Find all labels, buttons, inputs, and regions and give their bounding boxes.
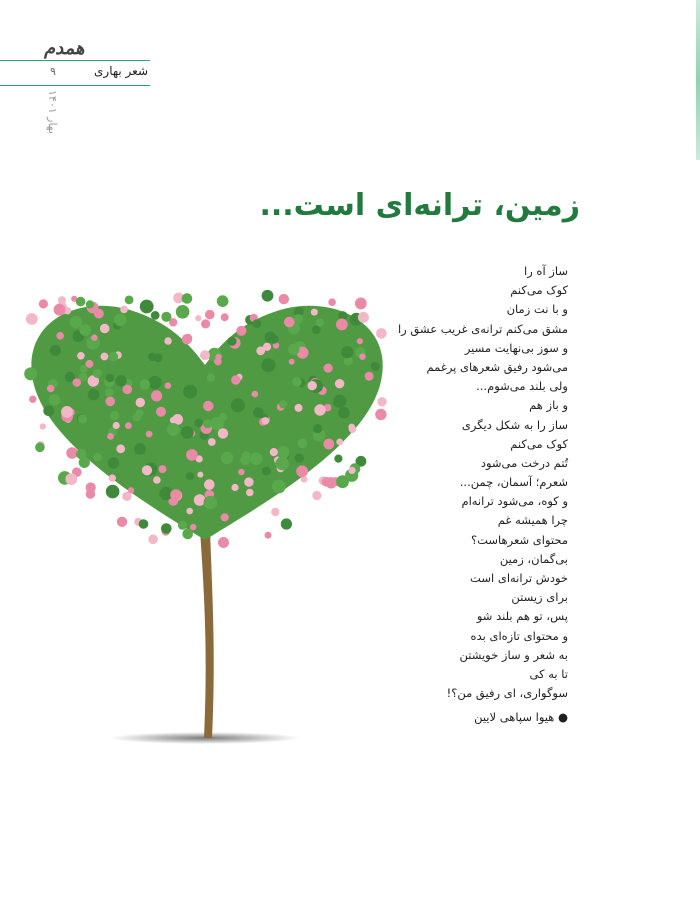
leaf-cluster (183, 385, 197, 399)
blossom (214, 358, 222, 366)
leaf-cluster (105, 388, 114, 397)
blossom (336, 319, 348, 331)
blossom (221, 313, 229, 321)
blossom (252, 391, 259, 398)
leaf-cluster (93, 369, 102, 378)
poem-line: پس، تو هم بلند شو (476, 609, 568, 624)
blossom (322, 477, 332, 487)
blossom (328, 298, 336, 306)
blossom (238, 469, 244, 475)
blossom (117, 517, 127, 527)
leaf-cluster (140, 379, 150, 389)
blossom (101, 353, 109, 361)
leaf-cluster (341, 346, 353, 358)
leaf-cluster (207, 373, 215, 381)
leaf-cluster (186, 472, 194, 480)
leaf-cluster (250, 452, 263, 465)
blossom (357, 338, 363, 344)
leaf-cluster (194, 419, 203, 428)
blossom (324, 364, 333, 373)
blossom (170, 489, 181, 500)
leaf-cluster (49, 394, 60, 405)
leaf-cluster (80, 324, 92, 336)
blossom (376, 328, 387, 339)
blossom (125, 422, 132, 429)
edge-color-strip (696, 0, 700, 160)
leaf-cluster (294, 314, 304, 324)
blossom (107, 433, 114, 440)
leaf-cluster (262, 358, 276, 372)
leaf-cluster (88, 389, 100, 401)
leaf-cluster (336, 475, 349, 488)
poem-line: مشق می‌کنم ترانه‌ی غریب عشق را (397, 321, 568, 336)
leaf-cluster (167, 423, 180, 436)
blossom (204, 479, 215, 490)
poem-line: می‌شود رفیق شعرهای پرغمم (426, 359, 568, 374)
blossom (113, 422, 120, 429)
leaf-cluster (288, 344, 299, 355)
blossom (295, 404, 303, 412)
leaf-cluster (270, 335, 279, 344)
blossom (26, 313, 38, 325)
poem-line: و محتوای تازه‌ای بده (470, 628, 568, 643)
header-rule-top (0, 60, 150, 61)
leaf-cluster (221, 452, 234, 465)
leaf-cluster (262, 467, 271, 476)
leaf-cluster (371, 362, 380, 371)
poem-line: ساز آه را (524, 264, 568, 278)
blossom (323, 439, 334, 450)
blossom (156, 407, 166, 417)
blossom (377, 397, 386, 406)
leaf-cluster (106, 485, 120, 499)
leaf-cluster (203, 419, 212, 428)
blossom (197, 472, 203, 478)
blossom (236, 326, 246, 336)
blossom (203, 401, 213, 411)
poem-line: و باز هم (529, 398, 568, 413)
blossom (256, 346, 265, 355)
blossom (200, 350, 210, 360)
blossom (47, 385, 55, 393)
blossom (349, 425, 357, 433)
leaf-cluster (292, 377, 302, 387)
blossom (270, 448, 278, 456)
leaf-cluster (277, 446, 290, 459)
poem-line: تُتم درخت می‌شود (480, 455, 568, 470)
blossom (109, 474, 116, 481)
leaf-cluster (231, 398, 245, 412)
blossom (39, 299, 48, 308)
leaf-cluster (295, 454, 304, 463)
blossom (355, 298, 367, 310)
blossom (262, 417, 269, 424)
blossom (195, 315, 201, 321)
blossom (91, 334, 97, 340)
leaf-cluster (182, 293, 193, 304)
leaf-cluster (43, 405, 54, 416)
blossom (231, 484, 238, 491)
blossom (170, 417, 177, 424)
leaf-cluster (148, 376, 162, 390)
leaf-cluster (272, 480, 286, 494)
blossom (312, 491, 321, 500)
leaf-cluster (227, 337, 236, 346)
poem-line: محتوای شعرهاست؟ (471, 532, 568, 547)
blossom (265, 532, 272, 539)
leaf-cluster (134, 443, 146, 455)
tree-trunk (200, 530, 214, 738)
leaf-cluster (334, 455, 342, 463)
blossom (358, 312, 369, 323)
leaf-cluster (298, 439, 308, 449)
blossom (94, 309, 104, 319)
blossom (359, 353, 366, 360)
blossom (86, 482, 96, 492)
leaf-cluster (253, 407, 264, 418)
leaf-cluster (50, 345, 61, 356)
leaf-cluster (181, 426, 194, 439)
leaf-cluster (252, 319, 261, 328)
blossom (54, 304, 66, 316)
leaf-cluster (312, 326, 321, 335)
leaf-cluster (140, 300, 154, 314)
blossom (348, 467, 355, 474)
poem-line: کوک می‌کنم (510, 436, 568, 451)
blossom (142, 465, 152, 475)
poem-line: برای زیستن (511, 590, 568, 605)
section-title: شعر بهاری (94, 64, 148, 78)
blossom (190, 524, 196, 530)
blossom (296, 465, 308, 477)
blossom (153, 476, 161, 484)
heart-tree-illustration (20, 290, 400, 760)
blossom (186, 449, 198, 461)
blossom (218, 537, 229, 548)
blossom (335, 379, 344, 388)
leaf-cluster (106, 374, 115, 383)
leaf-cluster (109, 352, 119, 362)
blossom (205, 310, 215, 320)
blossom (375, 409, 386, 420)
blossom (116, 444, 125, 453)
blossom (65, 473, 77, 485)
poem-line: چرا همیشه غم (497, 513, 568, 528)
leaf-cluster (114, 314, 127, 327)
poem-line: و سوز بی‌نهایت مسیر (464, 340, 568, 355)
leaf-cluster (108, 457, 119, 468)
blossom (56, 332, 64, 340)
blossom (164, 337, 171, 344)
leaf-cluster (161, 312, 171, 322)
leaf-cluster (76, 297, 86, 307)
blossom (182, 334, 192, 344)
blossom (151, 390, 162, 401)
blossom (208, 438, 216, 446)
poem-line: ساز را به شکل دیگری (461, 417, 568, 432)
poem-line: سوگواری، ای رفیق من؟! (446, 686, 568, 701)
blossom (100, 324, 110, 334)
blossom (136, 398, 145, 407)
blossom (66, 447, 78, 459)
blossom (186, 508, 193, 515)
blossom (279, 294, 289, 304)
blossom (308, 381, 317, 390)
leaf-cluster (176, 305, 190, 319)
leaf-cluster (204, 496, 218, 510)
poem-title: زمین، ترانه‌ای است... (259, 188, 580, 223)
blossom (244, 477, 253, 486)
blossom (218, 428, 228, 438)
blossom (201, 319, 210, 328)
blossom (289, 359, 295, 365)
leaf-cluster (262, 290, 274, 302)
blossom (159, 465, 167, 473)
blossom (336, 439, 343, 446)
blossom (314, 404, 325, 415)
poem-line: شعرم؛ آسمان، چمن... (459, 475, 568, 490)
issue-date: بهار ۱۴۰۱ (46, 90, 59, 134)
leaf-cluster (35, 443, 45, 453)
leaf-cluster (333, 399, 341, 407)
leaf-cluster (313, 424, 322, 433)
blossom (105, 397, 115, 407)
blossom (271, 508, 279, 516)
leaf-cluster (93, 453, 102, 462)
magazine-logo: همدم (44, 38, 85, 59)
leaf-cluster (161, 523, 172, 534)
blossom (365, 372, 374, 381)
leaf-cluster (125, 296, 134, 305)
blossom (77, 352, 85, 360)
leaf-cluster (182, 529, 193, 540)
blossom (58, 296, 66, 304)
blossom (246, 489, 254, 497)
leaf-cluster (115, 375, 126, 386)
blossom (122, 492, 131, 501)
section-header (28, 62, 148, 84)
leaf-cluster (338, 407, 350, 419)
blossom (165, 382, 172, 389)
poem-line: به شعر و ساز خویشتن (459, 647, 568, 662)
leaf-cluster (79, 373, 88, 382)
blossom (120, 306, 128, 314)
poem-line: خودش ترانه‌ای است (470, 571, 568, 585)
leaf-cluster (78, 414, 87, 423)
blossom (29, 396, 36, 403)
blossom (148, 535, 158, 545)
leaf-cluster (279, 400, 287, 408)
poem-line: و کوه، می‌شود ترانه‌ام (461, 494, 568, 509)
leaf-cluster (80, 365, 88, 373)
leaf-cluster (139, 519, 149, 529)
poem-line: ولی بلند می‌شوم... (476, 379, 568, 394)
leaf-cluster (24, 367, 37, 380)
leaf-cluster (242, 451, 251, 460)
leaf-cluster (86, 300, 94, 308)
leaf-cluster (136, 409, 144, 417)
blossom (123, 385, 133, 395)
page-number: ۹ (50, 65, 56, 78)
leaf-cluster (76, 449, 87, 460)
poem-author: ● هیوا سپاهی لایین (474, 710, 568, 724)
poem-line: کوک می‌کنم (510, 283, 568, 298)
leaf-cluster (110, 411, 119, 420)
leaf-cluster (70, 316, 83, 329)
poem-line: بی‌گمان، زمین (499, 551, 568, 566)
blossom (146, 431, 153, 438)
blossom (311, 309, 318, 316)
leaf-cluster (153, 353, 162, 362)
poem-line: تا به کی (529, 666, 568, 681)
blossom (40, 423, 46, 429)
blossom (231, 375, 240, 384)
blossom (221, 513, 229, 521)
leaf-cluster (151, 311, 160, 320)
blossom (61, 406, 73, 418)
poem-line: و با نت زمان (506, 302, 568, 317)
leaf-cluster (217, 295, 229, 307)
blossom (284, 317, 295, 328)
leaf-cluster (276, 457, 289, 470)
leaf-cluster (178, 521, 187, 530)
leaf-cluster (281, 518, 292, 529)
header-rule-bottom (0, 85, 150, 86)
